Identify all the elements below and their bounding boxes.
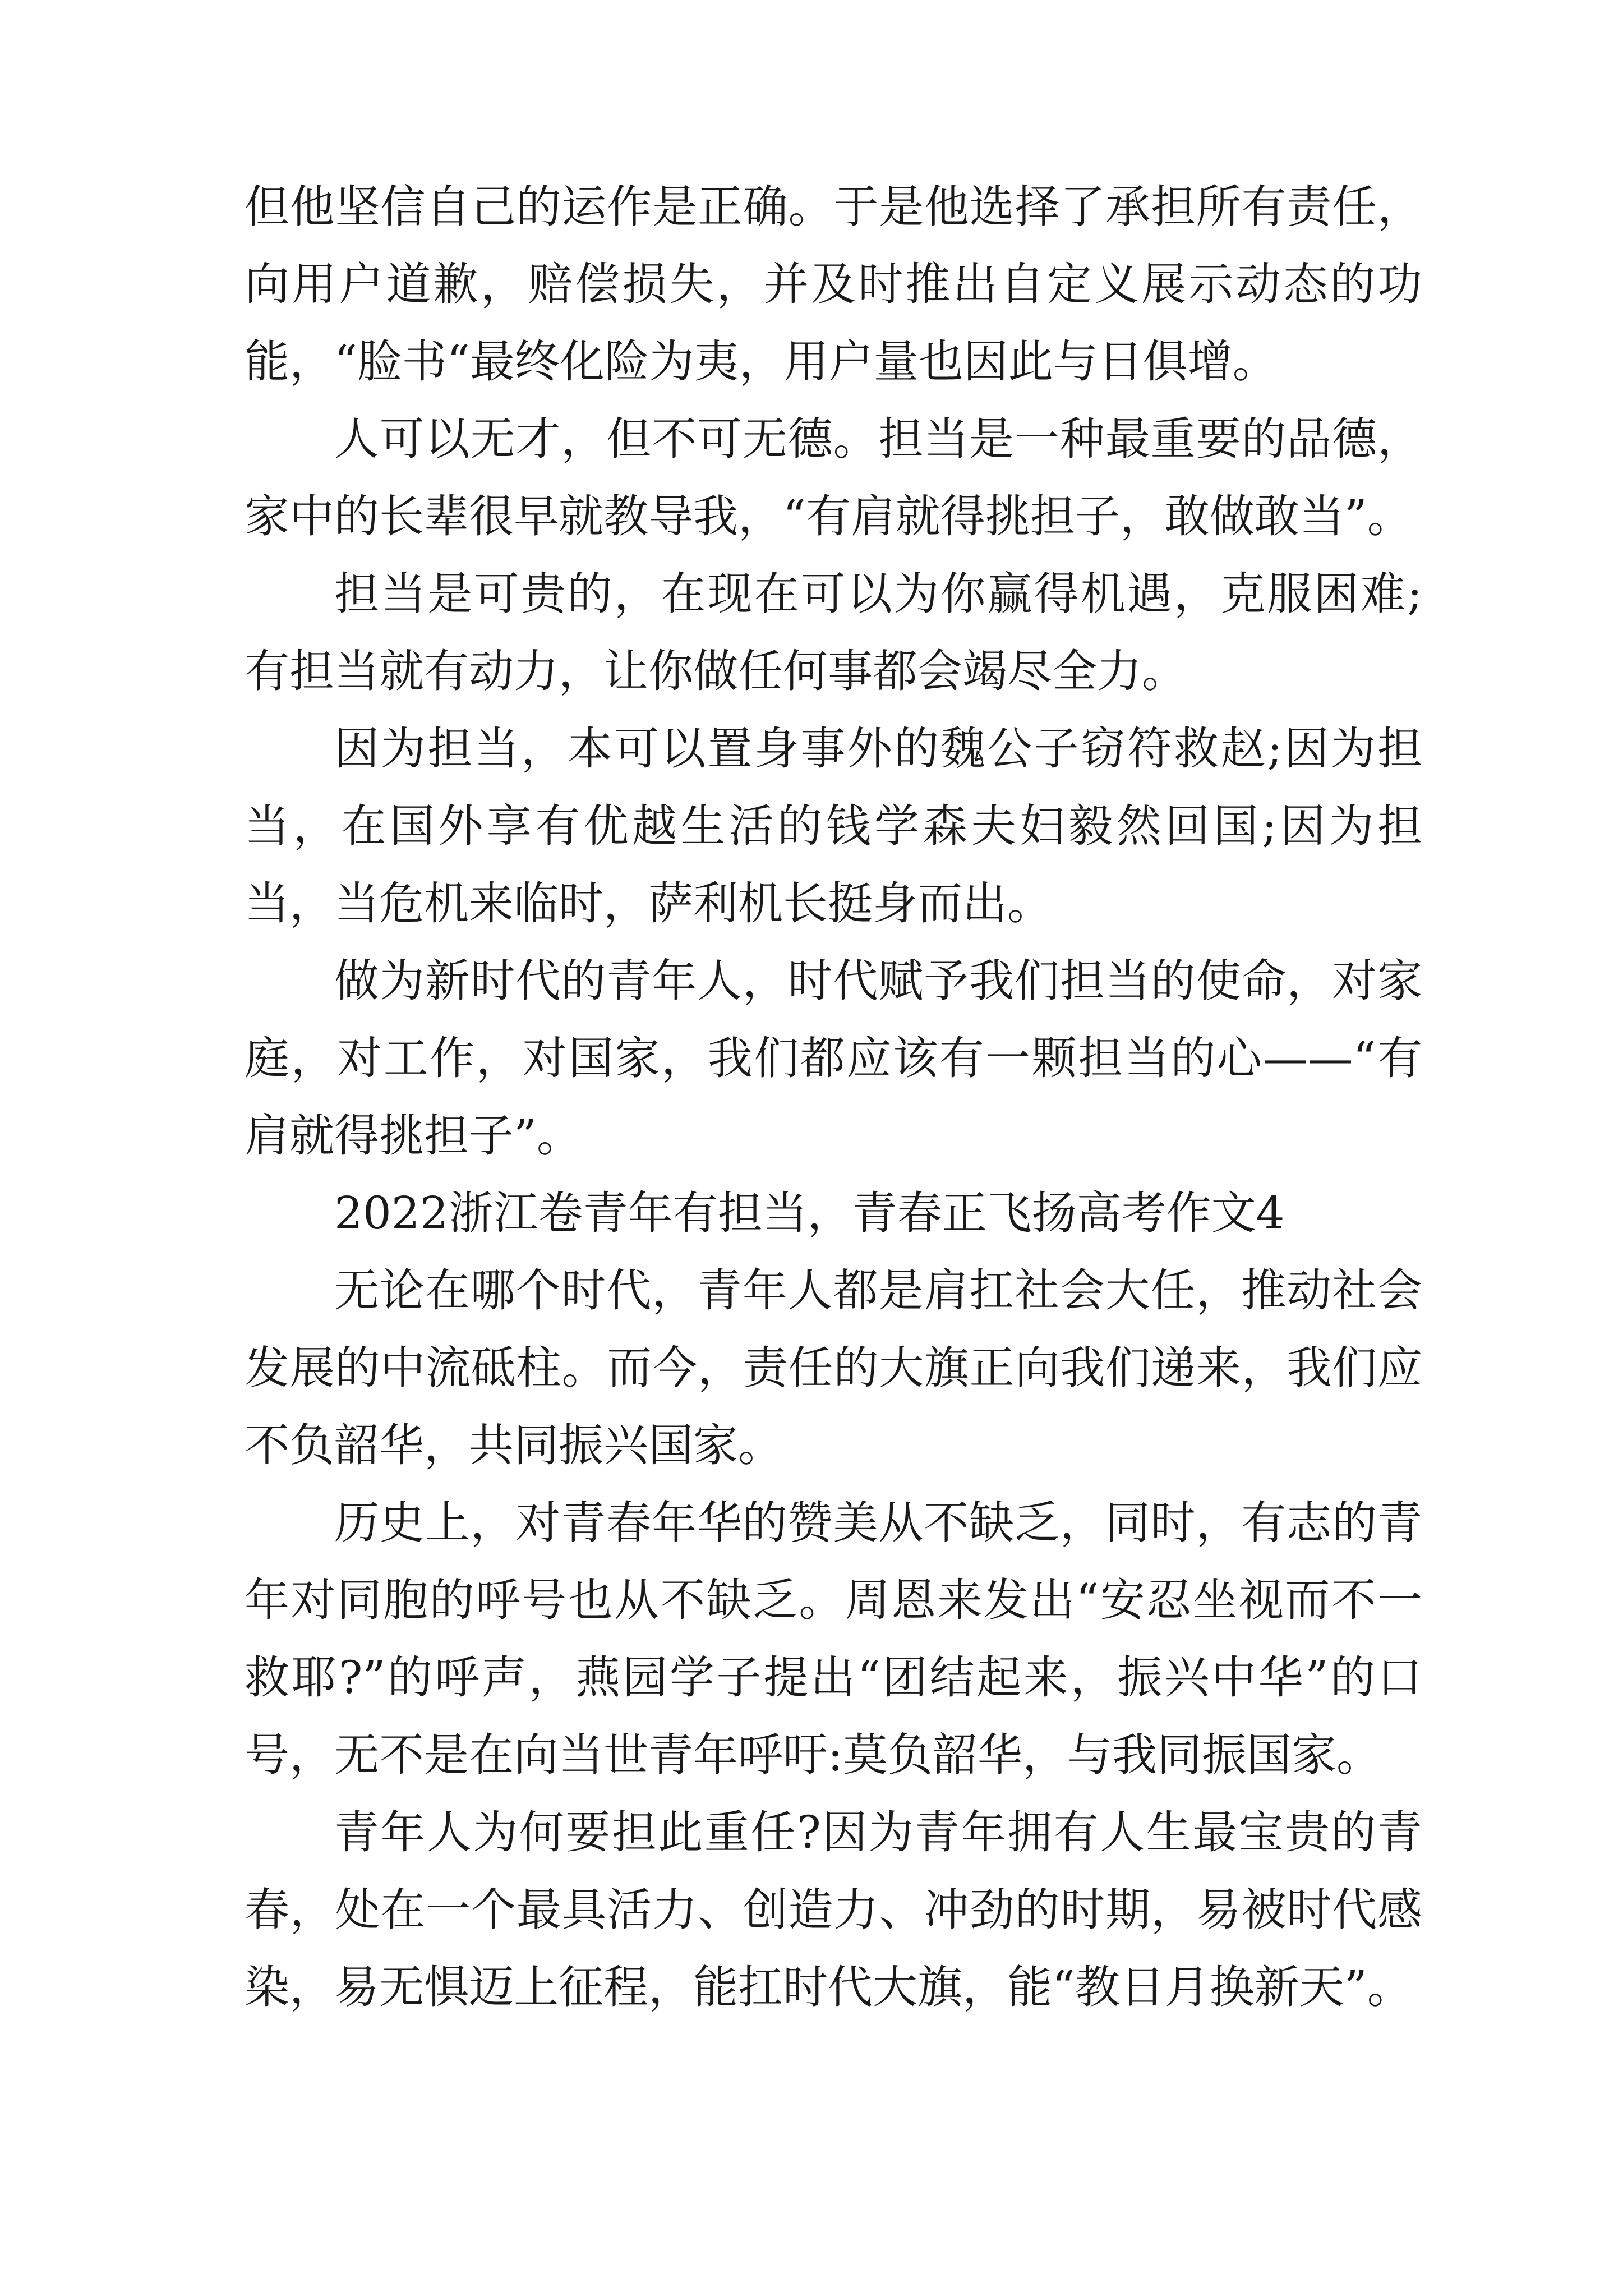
paragraph: 无论在哪个时代，青年人都是肩扛社会大任，推动社会发展的中流砥柱。而今，责任的大旗正向我们递来，我们应不负韶华，共同振兴国家。 (245, 1264, 1422, 1471)
paragraph: 因为担当，本可以置身事外的魏公子窃符救赵;因为担当，在国外享有优越生活的钱学森夫妇毅然回国;因为担当，当危机来临时，萨利机长挺身而出。 (245, 723, 1422, 930)
paragraph: 做为新时代的青年人，时代赋予我们担当的使命，对家庭，对工作，对国家，我们都应该有一颗担当的心——“有肩就得挑担子”。 (245, 955, 1422, 1162)
paragraph: 历史上，对青春年华的赞美从不缺乏，同时，有志的青年对同胞的呼号也从不缺乏。周恩来发出“安忍坐视而不一救耶?”的呼声，燕园学子提出“团结起来，振兴中华”的口号，无不是在向当世青年呼吁:莫负韶华，与我同振国家。 (245, 1497, 1422, 1781)
paragraph: 担当是可贵的，在现在可以为你赢得机遇，克服困难;有担当就有动力，让你做任何事都会竭尽全力。 (245, 568, 1422, 697)
section-heading: 2022浙江卷青年有担当，青春正飞扬高考作文4 (334, 1187, 1285, 1239)
paragraph-continued: 但他坚信自己的运作是正确。于是他选择了承担所有责任，向用户道歉，赔偿损失，并及时推出自定义展示动态的功能，“脸书“最终化险为夷，用户量也因此与日俱增。 (245, 181, 1422, 388)
paragraph: 人可以无才，但不可无德。担当是一种最重要的品德，家中的长辈很早就教导我，“有肩就得挑担子，敢做敢当”。 (245, 413, 1422, 542)
paragraph: 青年人为何要担此重任?因为青年拥有人生最宝贵的青春，处在一个最具活力、创造力、冲劲的时期，易被时代感染，易无惧迈上征程，能扛时代大旗，能“教日月换新天”。 (245, 1806, 1422, 2013)
document-body (245, 168, 1422, 2026)
